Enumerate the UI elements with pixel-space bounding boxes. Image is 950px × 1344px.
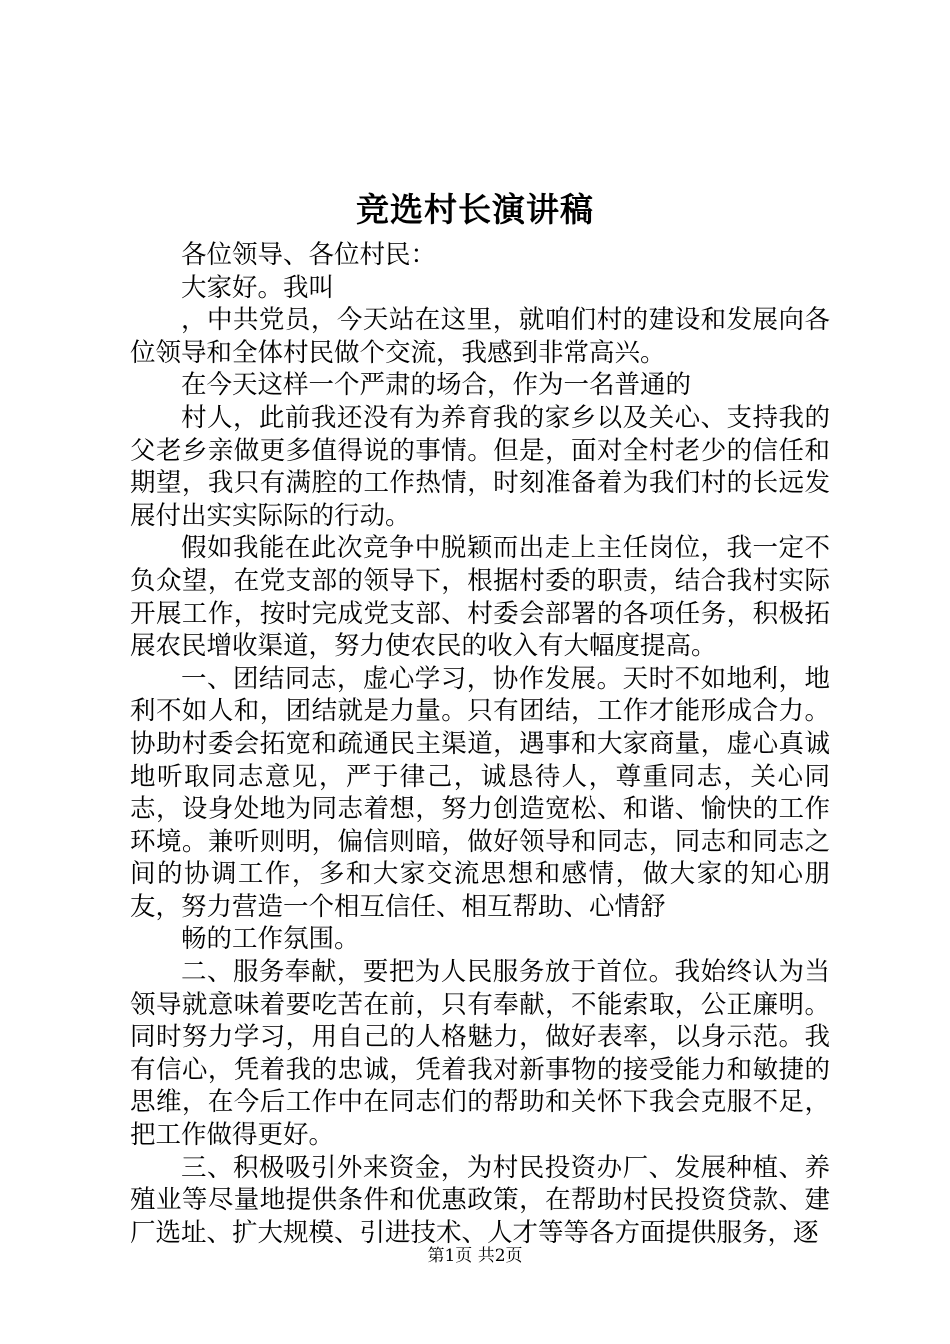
paragraph: 各位领导、各位村民： xyxy=(181,240,437,270)
paragraph: 在今天这样一个严肃的场合，作为一名普通的 xyxy=(181,370,692,401)
paragraph: 二、服务奉献，要把为人民服务放于首位。我始终认为当领导就意味着要吃苦在前，只有奉献，不能索取，公正廉明。同时努力学习，用自己的人格魅力，做好表率，以身示范。我有信心，凭着我的忠诚，凭着我对新事物的接受能力和敏捷的思维，在今后工作中在同志们的帮助和关怀下我会克服不足，把工作做得更好。 xyxy=(130,957,830,1151)
document-body xyxy=(130,239,830,1249)
paragraph: 大家好。我叫 xyxy=(181,272,335,303)
paragraph: 三、积极吸引外来资金，为村民投资办厂、发展种植、养殖业等尽量地提供条件和优惠政策，在帮助村民投资贷款、建厂选址、扩大规模、引进技术、人才等等各方面提供服务，逐 xyxy=(130,1152,830,1248)
paragraph: 畅的工作氛围。 xyxy=(181,924,360,955)
paragraph: 一、团结同志，虚心学习，协作发展。天时不如地利，地利不如人和，团结就是力量。只有团结，工作才能形成合力。协助村委会拓宽和疏通民主渠道，遇事和大家商量，虚心真诚地听取同志意见，严于律己，诚恳待人，尊重同志，关心同志，设身处地为同志着想，努力创造宽松、和谐、愉快的工作环境。兼听则明，偏信则暗，做好领导和同志，同志和同志之间的协调工作，多和大家交流思想和感情，做大家的知心朋友，努力营造一个相互信任、相互帮助、心情舒 xyxy=(130,663,830,922)
page-number-footer: 第1页 共2页 xyxy=(427,1246,523,1266)
paragraph: 假如我能在此次竞争中脱颖而出走上主任岗位，我一定不负众望，在党支部的领导下，根据村委的职责，结合我村实际开展工作，按时完成党支部、村委会部署的各项任务，积极拓展农民增收渠道，努力使农民的收入有大幅度提高。 xyxy=(130,533,830,662)
paragraph: ，中共党员，今天站在这里，就咱们村的建设和发展向各位领导和全体村民做个交流，我感到非常高兴。 xyxy=(130,305,830,368)
paragraph: 村人，此前我还没有为养育我的家乡以及关心、支持我的父老乡亲做更多值得说的事情。但是，面对全村老少的信任和期望，我只有满腔的工作热情，时刻准备着为我们村的长远发展付出实实际际的行动。 xyxy=(130,402,830,531)
document-title: 竞选村长演讲稿 xyxy=(356,190,594,229)
